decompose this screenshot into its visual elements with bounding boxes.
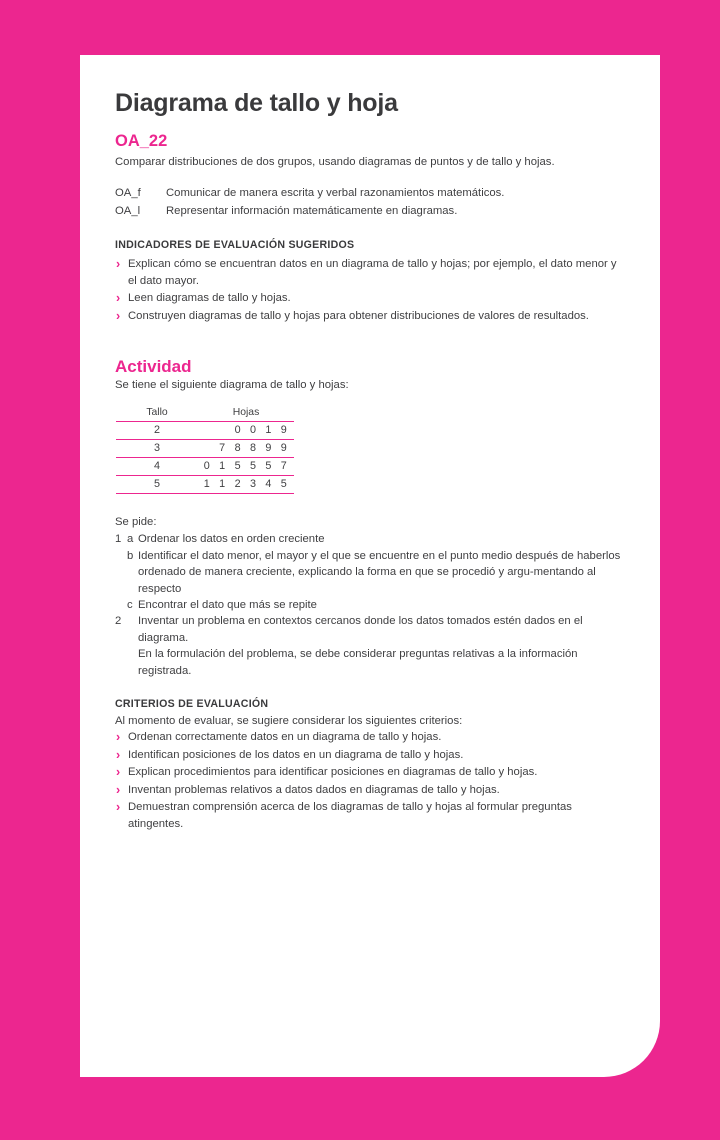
task-letter: c <box>127 599 133 611</box>
attitude-row-0 <box>115 185 622 203</box>
task-letter: a <box>127 533 134 546</box>
column-header-leaves: Hojas <box>232 407 260 419</box>
table-header-row <box>116 407 294 422</box>
task-letter <box>127 646 138 679</box>
stem-and-leaf-table <box>116 407 294 494</box>
cell-leaves: 0 0 1 9 <box>198 422 294 440</box>
attitude-code: OA_f <box>115 187 141 200</box>
list-item: › Explican procedimientos para identificar posiciones en diagramas de tallo y hojas. <box>115 764 622 780</box>
task-item <box>115 548 622 597</box>
task-item <box>115 597 622 613</box>
task-text: Inventar un problema en contextos cercanos donde los datos tomados estén dados en el diagrama. <box>138 615 583 644</box>
table-row <box>116 476 294 494</box>
list-item: › Leen diagramas de tallo y hojas. <box>115 290 622 306</box>
attitude-text: Representar información matemáticamente en diagramas. <box>166 204 458 217</box>
cell-leaves: 1 1 2 3 4 5 <box>198 476 294 494</box>
criteria-list <box>115 729 622 832</box>
task-text: Identificar el dato menor, el mayor y el que se encuentre en el punto medio después de haberlos ordenado de manera creciente, explicando la forma en que se procedió y argu-mentando al respecto <box>138 549 621 595</box>
cell-stem: 2 <box>116 422 198 440</box>
objective-description: Comparar distribuciones de dos grupos, usando diagramas de puntos y de tallo y hojas. <box>115 155 555 168</box>
task-item <box>115 646 622 679</box>
task-number <box>115 548 127 597</box>
attitude-code: OA_l <box>115 204 141 217</box>
list-item: › Demuestran comprensión acerca de los diagramas de tallo y hojas al formular preguntas atingentes. <box>115 799 622 832</box>
document-card <box>80 55 660 1077</box>
task-number <box>115 597 127 613</box>
task-number <box>115 646 127 679</box>
table-row <box>116 458 294 476</box>
task-number: 1 <box>115 533 122 546</box>
indicators-list <box>115 256 622 324</box>
objective-code: OA_22 <box>115 131 168 150</box>
cell-stem: 4 <box>116 458 198 476</box>
cell-leaves: 0 1 5 5 5 7 <box>198 458 294 476</box>
task-letter: b <box>127 549 134 562</box>
cell-leaves: 7 8 8 9 9 <box>198 440 294 458</box>
table-row <box>116 422 294 440</box>
indicators-heading: INDICADORES DE EVALUACIÓN SUGERIDOS <box>115 239 355 252</box>
cell-stem: 3 <box>116 440 198 458</box>
list-item: › Identifican posiciones de los datos en un diagrama de tallo y hojas. <box>115 747 622 763</box>
column-header-stem: Tallo <box>146 407 168 419</box>
tasks-list <box>115 531 622 679</box>
cell-stem: 5 <box>116 476 198 494</box>
attitude-text: Comunicar de manera escrita y verbal razonamientos matemáticos. <box>166 187 505 200</box>
list-item: › Explican cómo se encuentran datos en un diagrama de tallo y hojas; por ejemplo, el dato menor y el dato mayor. <box>115 256 622 289</box>
activity-intro: Se tiene el siguiente diagrama de tallo y hojas: <box>115 379 349 392</box>
activity-title: Actividad <box>115 357 192 377</box>
attitude-row-1 <box>115 203 622 221</box>
task-letter <box>127 613 138 646</box>
task-item <box>115 613 622 646</box>
criteria-heading: CRITERIOS DE EVALUACIÓN <box>115 698 269 711</box>
task-text: Ordenar los datos en orden creciente <box>138 533 325 546</box>
task-text: En la formulación del problema, se debe considerar preguntas relativas a la información registrada. <box>138 648 578 677</box>
task-text: Encontrar el dato que más se repite <box>138 599 317 611</box>
criteria-intro: Al momento de evaluar, se sugiere considerar los siguientes criterios: <box>115 715 463 728</box>
task-item <box>115 531 622 547</box>
list-item: › Construyen diagramas de tallo y hojas para obtener distribuciones de valores de resultados. <box>115 308 622 324</box>
list-item: › Inventan problemas relativos a datos dados en diagramas de tallo y hojas. <box>115 782 622 798</box>
list-item: › Ordenan correctamente datos en un diagrama de tallo y hojas. <box>115 729 622 745</box>
page-title: Diagrama de tallo y hoja <box>115 89 398 117</box>
table-row <box>116 440 294 458</box>
tasks-prompt: Se pide: <box>115 516 157 529</box>
task-number: 2 <box>115 615 122 628</box>
